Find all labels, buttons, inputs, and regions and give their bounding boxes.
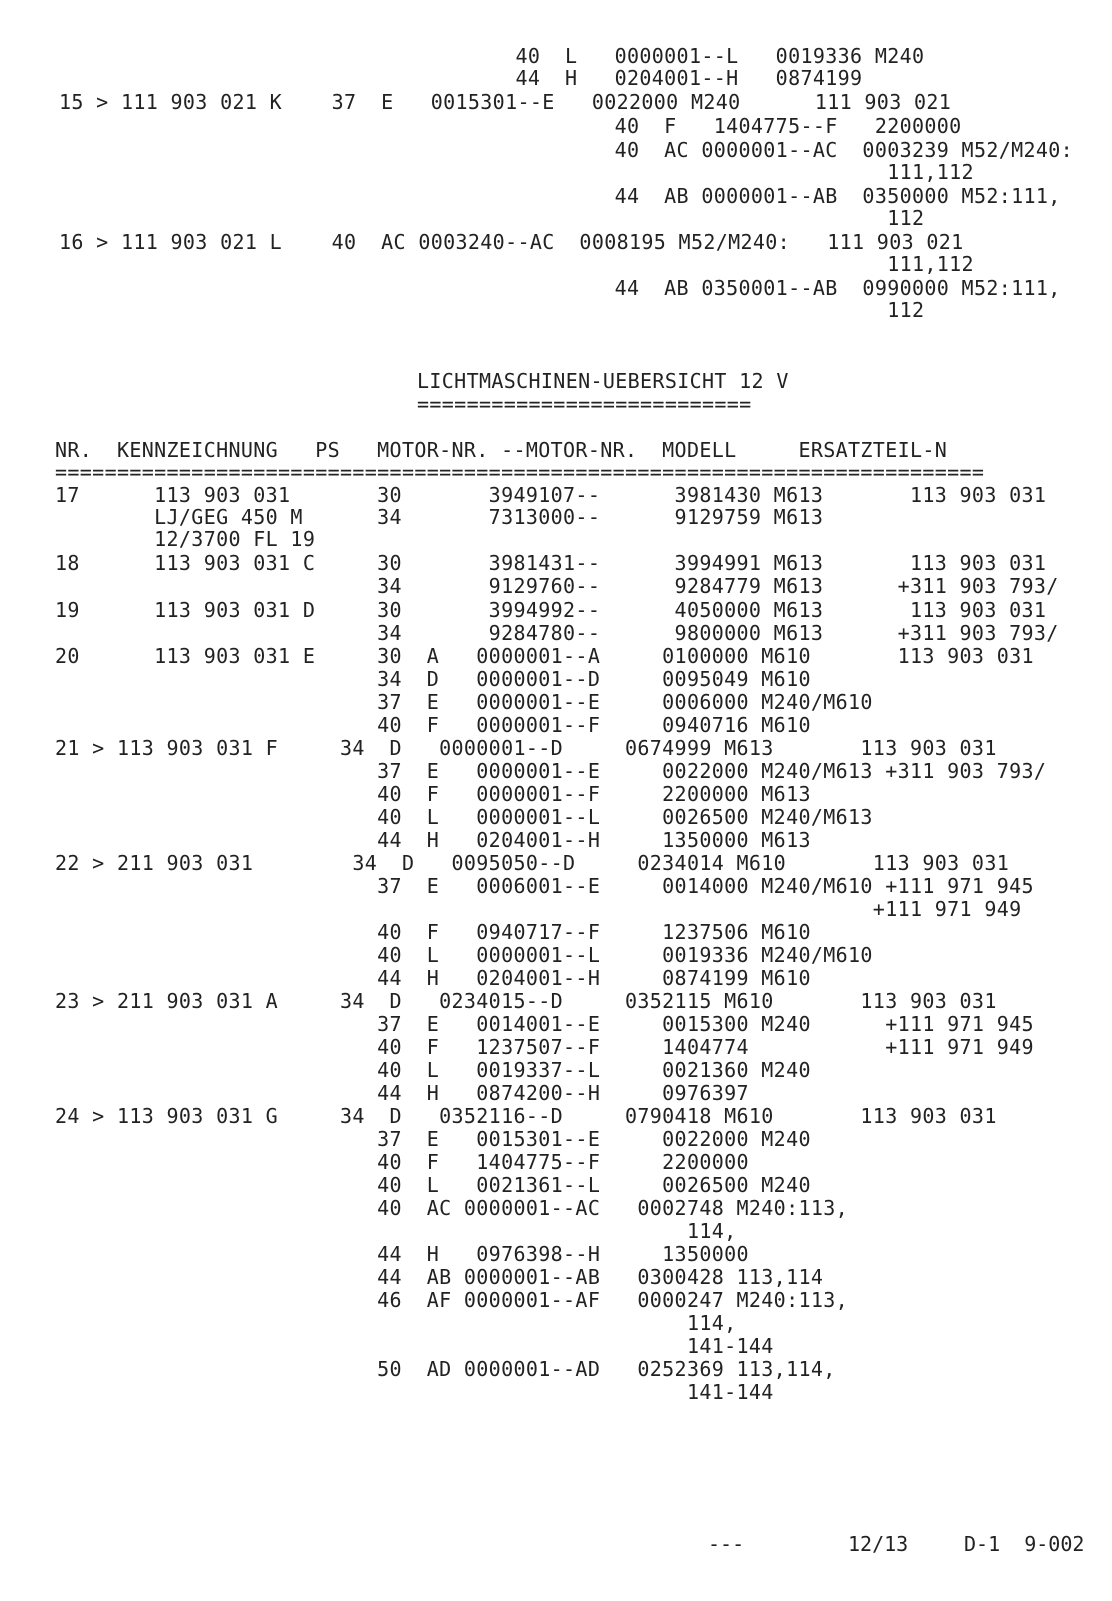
table-row: 37 E 0006001--E 0014000 M240/M610 +111 971 945 xyxy=(55,874,1034,898)
table-row: 40 F 0000001--F 0940716 M610 xyxy=(55,713,811,737)
text-line: 44 AB 0000001--AB 0350000 M52:111, xyxy=(342,184,1061,208)
table-row: 40 L 0019337--L 0021360 M240 xyxy=(55,1058,811,1082)
table-row: 40 L 0000001--L 0019336 M240/M610 xyxy=(55,943,873,967)
table-row: +111 971 949 xyxy=(55,897,1022,921)
table-row: 40 F 0000001--F 2200000 M613 xyxy=(55,782,811,806)
table-row: 20 113 903 031 E 30 A 0000001--A 0100000 M610 113 903 031 xyxy=(55,644,1034,668)
table-row: 12/3700 FL 19 xyxy=(55,527,316,551)
table-row: LJ/GEG 450 M 34 7313000-- 9129759 M613 xyxy=(55,505,824,529)
table-row: 40 F 1237507--F 1404774 +111 971 949 xyxy=(55,1035,1034,1059)
table-row: 37 E 0015301--E 0022000 M240 xyxy=(55,1127,811,1151)
text-line: 40 AC 0000001--AC 0003239 M52/M240: xyxy=(342,138,1074,162)
text-line: 40 F 1404775--F 2200000 xyxy=(342,114,962,138)
text-line: 15 > 111 903 021 K 37 E 0015301--E 0022000 M240 111 903 021 xyxy=(59,90,952,114)
table-row: 24 > 113 903 031 G 34 D 0352116--D 0790418 M610 113 903 031 xyxy=(55,1104,997,1128)
table-row: 44 H 0874200--H 0976397 xyxy=(55,1081,749,1105)
text-line: 44 H 0204001--H 0874199 xyxy=(342,66,863,90)
footer-document-code: D-1 9-002 xyxy=(964,1532,1085,1556)
table-row: 17 113 903 031 30 3949107-- 3981430 M613 113 903 031 xyxy=(55,483,1047,507)
section-title: LICHTMASCHINEN-UEBERSICHT 12 V xyxy=(417,369,789,393)
footer-page-number: 12/13 xyxy=(848,1532,909,1556)
table-row: 141-144 xyxy=(55,1380,774,1404)
table-header-separator: =========================================================================== xyxy=(55,460,985,484)
table-row: 40 L 0021361--L 0026500 M240 xyxy=(55,1173,811,1197)
footer-dashes: --- xyxy=(708,1532,745,1556)
table-row: 44 AB 0000001--AB 0300428 113,114 xyxy=(55,1265,824,1289)
table-row: 37 E 0014001--E 0015300 M240 +111 971 945 xyxy=(55,1012,1034,1036)
text-line: 112 xyxy=(342,206,925,230)
text-line: 40 L 0000001--L 0019336 M240 xyxy=(342,44,925,68)
table-row: 44 H 0976398--H 1350000 xyxy=(55,1242,749,1266)
table-row: 44 H 0204001--H 1350000 M613 xyxy=(55,828,811,852)
section-title-underline: =========================== xyxy=(417,392,752,416)
text-line: 112 xyxy=(342,298,925,322)
text-line: 111,112 xyxy=(342,160,974,184)
table-row: 37 E 0000001--E 0022000 M240/M613 +311 903 793/ xyxy=(55,759,1047,783)
table-row: 114, xyxy=(55,1311,737,1335)
table-row: 40 F 1404775--F 2200000 xyxy=(55,1150,749,1174)
table-row: 23 > 211 903 031 A 34 D 0234015--D 0352115 M610 113 903 031 xyxy=(55,989,997,1013)
table-row: 34 9129760-- 9284779 M613 +311 903 793/ xyxy=(55,574,1059,598)
table-row: 21 > 113 903 031 F 34 D 0000001--D 0674999 M613 113 903 031 xyxy=(55,736,997,760)
text-line: 16 > 111 903 021 L 40 AC 0003240--AC 0008195 M52/M240: 111 903 021 xyxy=(59,230,964,254)
table-row: 22 > 211 903 031 34 D 0095050--D 0234014 M610 113 903 031 xyxy=(55,851,1010,875)
text-line: 111,112 xyxy=(342,252,974,276)
table-row: 40 L 0000001--L 0026500 M240/M613 xyxy=(55,805,873,829)
table-header-row: NR. KENNZEICHNUNG PS MOTOR-NR. --MOTOR-NR. MODELL ERSATZTEIL-N xyxy=(55,438,948,462)
table-row: 19 113 903 031 D 30 3994992-- 4050000 M613 113 903 031 xyxy=(55,598,1047,622)
table-row: 18 113 903 031 C 30 3981431-- 3994991 M613 113 903 031 xyxy=(55,551,1047,575)
table-row: 44 H 0204001--H 0874199 M610 xyxy=(55,966,811,990)
table-row: 40 F 0940717--F 1237506 M610 xyxy=(55,920,811,944)
table-row: 141-144 xyxy=(55,1334,774,1358)
table-row: 50 AD 0000001--AD 0252369 113,114, xyxy=(55,1357,836,1381)
table-row: 34 9284780-- 9800000 M613 +311 903 793/ xyxy=(55,621,1059,645)
table-row: 46 AF 0000001--AF 0000247 M240:113, xyxy=(55,1288,849,1312)
table-row: 37 E 0000001--E 0006000 M240/M610 xyxy=(55,690,873,714)
table-row: 40 AC 0000001--AC 0002748 M240:113, xyxy=(55,1196,849,1220)
table-row: 114, xyxy=(55,1219,737,1243)
text-line: 44 AB 0350001--AB 0990000 M52:111, xyxy=(342,276,1061,300)
table-row: 34 D 0000001--D 0095049 M610 xyxy=(55,667,811,691)
